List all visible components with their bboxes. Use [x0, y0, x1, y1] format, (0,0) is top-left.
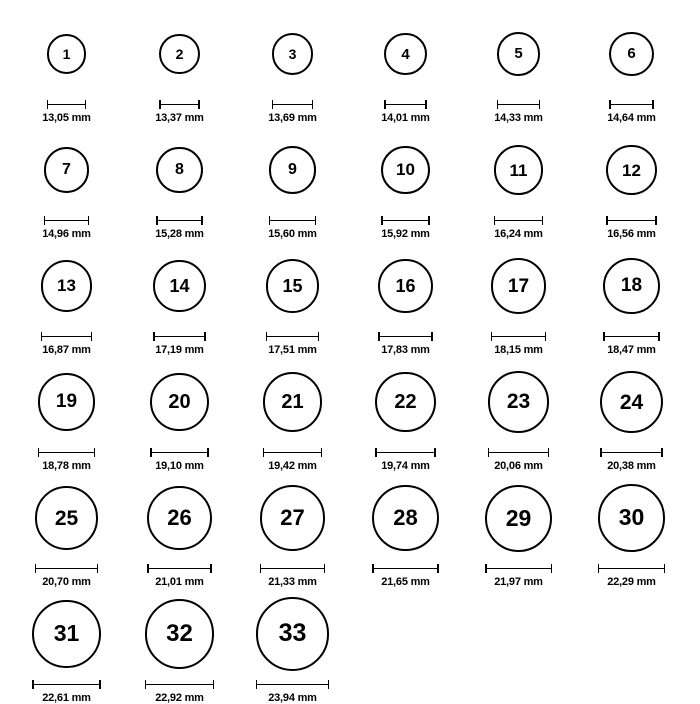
diameter-label: 22,61 mm — [42, 692, 91, 704]
ring-size-number: 20 — [168, 391, 191, 413]
ring-size-cell[interactable] — [236, 588, 349, 704]
ring-size-cell[interactable] — [123, 472, 236, 588]
measure-line — [32, 684, 101, 686]
ring-size-number: 23 — [506, 390, 531, 414]
ring-circle — [156, 147, 203, 194]
diameter-label: 20,70 mm — [42, 576, 91, 588]
ring-size-number: 33 — [278, 619, 307, 648]
ring-circle — [145, 599, 215, 669]
ring-size-number: 3 — [288, 46, 297, 62]
diameter-label: 20,38 mm — [607, 460, 656, 472]
diameter-label: 13,05 mm — [42, 112, 91, 124]
ring-circle-wrapper — [256, 588, 329, 680]
ring-size-number: 25 — [54, 506, 79, 530]
ring-size-number: 10 — [396, 160, 415, 180]
ring-row — [10, 588, 690, 704]
ring-size-cell[interactable] — [575, 472, 688, 588]
ring-circle-wrapper — [145, 588, 215, 680]
ring-circle-wrapper — [381, 124, 430, 216]
ring-size-number: 22 — [394, 390, 417, 413]
ring-circle — [381, 146, 430, 195]
ring-circle-wrapper — [44, 124, 90, 216]
diameter-measure-bar — [266, 332, 319, 341]
ring-size-number: 7 — [62, 161, 71, 178]
ring-row — [10, 472, 690, 588]
measure-line — [44, 220, 90, 222]
ring-circle — [263, 372, 322, 431]
diameter-label: 20,06 mm — [494, 460, 543, 472]
ring-circle — [272, 33, 314, 75]
ring-circle — [606, 145, 657, 196]
ring-circle-wrapper — [47, 8, 87, 100]
diameter-label: 16,24 mm — [494, 228, 543, 240]
ring-size-number: 4 — [401, 45, 410, 63]
ring-size-cell[interactable] — [349, 472, 462, 588]
measure-line — [381, 220, 430, 222]
ring-circle — [266, 259, 319, 312]
measure-line — [384, 104, 427, 106]
ring-size-number: 24 — [619, 390, 644, 414]
measure-line — [263, 452, 322, 454]
diameter-measure-bar — [603, 332, 659, 341]
ring-size-cell[interactable] — [236, 240, 349, 356]
diameter-label: 14,64 mm — [607, 112, 656, 124]
ring-circle — [372, 485, 438, 551]
ring-size-number: 21 — [281, 391, 304, 413]
diameter-measure-bar — [272, 100, 314, 109]
ring-size-cell[interactable] — [10, 356, 123, 472]
ring-size-number: 14 — [169, 275, 190, 296]
ring-row — [10, 240, 690, 356]
ring-size-cell[interactable] — [123, 588, 236, 704]
diameter-label: 14,96 mm — [42, 228, 91, 240]
ring-size-cell[interactable] — [10, 8, 123, 124]
diameter-label: 14,01 mm — [381, 112, 430, 124]
ring-circle-wrapper — [38, 356, 95, 448]
diameter-measure-bar — [159, 100, 200, 109]
measure-line — [47, 104, 87, 106]
measure-line — [378, 336, 432, 338]
ring-circle-wrapper — [494, 124, 544, 216]
ring-circle-wrapper — [497, 8, 541, 100]
ring-circle-wrapper — [378, 240, 432, 332]
diameter-measure-bar — [384, 100, 427, 109]
ring-circle — [378, 259, 432, 313]
diameter-measure-bar — [485, 564, 552, 573]
ring-size-number: 17 — [507, 275, 530, 297]
diameter-label: 13,69 mm — [268, 112, 317, 124]
ring-size-number: 29 — [505, 504, 532, 531]
diameter-label: 18,78 mm — [42, 460, 91, 472]
measure-line — [159, 104, 200, 106]
ring-circle — [269, 146, 317, 194]
diameter-measure-bar — [606, 216, 657, 225]
ring-circle — [603, 258, 659, 314]
ring-circle-wrapper — [488, 356, 549, 448]
diameter-label: 18,15 mm — [494, 344, 543, 356]
diameter-measure-bar — [260, 564, 325, 573]
ring-circle — [494, 145, 544, 195]
ring-circle — [153, 260, 205, 312]
ring-size-number: 2 — [175, 45, 184, 62]
diameter-label: 17,51 mm — [268, 344, 317, 356]
ring-circle — [375, 372, 435, 432]
ring-circle — [159, 34, 200, 75]
ring-size-cell[interactable] — [575, 8, 688, 124]
diameter-label: 19,42 mm — [268, 460, 317, 472]
diameter-label: 16,56 mm — [607, 228, 656, 240]
ring-circle-wrapper — [260, 472, 325, 564]
ring-circle — [488, 371, 549, 432]
diameter-measure-bar — [497, 100, 541, 109]
ring-circle — [609, 32, 654, 77]
diameter-label: 21,97 mm — [494, 576, 543, 588]
diameter-label: 23,94 mm — [268, 692, 317, 704]
measure-line — [38, 452, 95, 454]
diameter-measure-bar — [32, 680, 101, 689]
ring-size-cell[interactable] — [575, 240, 688, 356]
diameter-label: 17,83 mm — [381, 344, 430, 356]
measure-line — [150, 452, 208, 454]
ring-circle-wrapper — [32, 588, 101, 680]
ring-circle — [41, 260, 92, 311]
diameter-measure-bar — [263, 448, 322, 457]
measure-line — [260, 568, 325, 570]
ring-row — [10, 8, 690, 124]
measure-line — [256, 684, 329, 686]
diameter-measure-bar — [153, 332, 205, 341]
ring-circle-wrapper — [375, 356, 435, 448]
ring-circle — [35, 486, 98, 549]
ring-size-number: 18 — [620, 275, 643, 297]
ring-circle-wrapper — [147, 472, 211, 564]
diameter-label: 21,33 mm — [268, 576, 317, 588]
ring-circle — [600, 371, 662, 433]
ring-size-number: 5 — [514, 45, 523, 63]
ring-circle — [384, 33, 427, 76]
ring-circle-wrapper — [598, 472, 666, 564]
diameter-label: 22,92 mm — [155, 692, 204, 704]
ring-circle-wrapper — [384, 8, 427, 100]
measure-line — [609, 104, 654, 106]
ring-circle-wrapper — [153, 240, 205, 332]
measure-line — [606, 220, 657, 222]
ring-circle-wrapper — [41, 240, 92, 332]
ring-size-cell[interactable] — [10, 240, 123, 356]
ring-size-cell[interactable] — [575, 124, 688, 240]
ring-circle-wrapper — [272, 8, 314, 100]
measure-line — [147, 568, 211, 570]
ring-size-cell[interactable] — [123, 8, 236, 124]
diameter-measure-bar — [375, 448, 435, 457]
ring-size-cell[interactable] — [236, 356, 349, 472]
diameter-measure-bar — [381, 216, 430, 225]
ring-size-cell[interactable] — [462, 240, 575, 356]
ring-row — [10, 356, 690, 472]
diameter-label: 17,19 mm — [155, 344, 204, 356]
ring-circle-wrapper — [35, 472, 98, 564]
diameter-label: 13,37 mm — [155, 112, 204, 124]
diameter-measure-bar — [47, 100, 87, 109]
ring-circle — [47, 34, 87, 74]
ring-circle — [44, 147, 90, 193]
ring-circle — [497, 32, 541, 76]
ring-size-cell[interactable] — [236, 124, 349, 240]
measure-line — [35, 568, 98, 570]
diameter-measure-bar — [488, 448, 549, 457]
measure-line — [266, 336, 319, 338]
diameter-measure-bar — [150, 448, 208, 457]
measure-line — [372, 568, 438, 570]
measure-line — [485, 568, 552, 570]
diameter-measure-bar — [372, 564, 438, 573]
diameter-measure-bar — [156, 216, 203, 225]
ring-size-cell[interactable] — [10, 472, 123, 588]
measure-line — [375, 452, 435, 454]
ring-circle — [150, 373, 208, 431]
ring-size-number: 27 — [280, 504, 305, 530]
ring-circle-wrapper — [156, 124, 203, 216]
diameter-measure-bar — [41, 332, 92, 341]
ring-size-cell[interactable] — [349, 356, 462, 472]
ring-size-cell[interactable] — [123, 240, 236, 356]
diameter-label: 16,87 mm — [42, 344, 91, 356]
ring-size-number: 28 — [393, 505, 418, 530]
diameter-measure-bar — [147, 564, 211, 573]
ring-size-cell[interactable] — [10, 588, 123, 704]
ring-size-number: 12 — [622, 160, 641, 180]
measure-line — [494, 220, 544, 222]
diameter-measure-bar — [35, 564, 98, 573]
ring-size-number: 19 — [55, 391, 78, 413]
diameter-label: 22,29 mm — [607, 576, 656, 588]
ring-size-number: 31 — [53, 620, 80, 647]
diameter-measure-bar — [491, 332, 546, 341]
ring-circle — [256, 597, 329, 670]
measure-line — [145, 684, 215, 686]
measure-line — [153, 336, 205, 338]
ring-circle — [32, 600, 101, 669]
measure-line — [603, 336, 659, 338]
measure-line — [491, 336, 546, 338]
ring-size-cell[interactable] — [349, 8, 462, 124]
ring-size-cell[interactable] — [575, 356, 688, 472]
ring-size-cell[interactable] — [123, 124, 236, 240]
diameter-label: 21,65 mm — [381, 576, 430, 588]
ring-size-cell[interactable] — [462, 124, 575, 240]
ring-size-number: 13 — [57, 276, 76, 296]
diameter-measure-bar — [269, 216, 317, 225]
diameter-label: 21,01 mm — [155, 576, 204, 588]
ring-circle-wrapper — [491, 240, 546, 332]
ring-size-cell[interactable] — [349, 240, 462, 356]
ring-circle-wrapper — [266, 240, 319, 332]
ring-size-number: 8 — [175, 161, 184, 178]
ring-size-number: 6 — [627, 45, 636, 63]
diameter-measure-bar — [256, 680, 329, 689]
ring-circle-wrapper — [485, 472, 552, 564]
ring-size-number: 9 — [288, 160, 297, 178]
diameter-measure-bar — [598, 564, 666, 573]
ring-size-cell[interactable] — [462, 472, 575, 588]
measure-line — [598, 568, 666, 570]
ring-circle — [147, 486, 211, 550]
ring-circle-wrapper — [150, 356, 208, 448]
ring-size-number: 26 — [167, 504, 192, 530]
ring-size-number: 11 — [509, 160, 528, 180]
ring-circle-wrapper — [263, 356, 322, 448]
ring-size-cell[interactable] — [123, 356, 236, 472]
diameter-label: 18,47 mm — [607, 344, 656, 356]
ring-circle-wrapper — [606, 124, 657, 216]
ring-circle-wrapper — [372, 472, 438, 564]
ring-circle — [485, 485, 552, 552]
ring-size-number: 32 — [166, 619, 193, 647]
diameter-label: 14,33 mm — [494, 112, 543, 124]
diameter-label: 19,10 mm — [155, 460, 204, 472]
ring-size-number: 16 — [395, 276, 416, 296]
diameter-measure-bar — [378, 332, 432, 341]
diameter-label: 15,92 mm — [381, 228, 430, 240]
measure-line — [156, 220, 203, 222]
ring-circle-wrapper — [609, 8, 654, 100]
measure-line — [269, 220, 317, 222]
diameter-measure-bar — [494, 216, 544, 225]
ring-size-cell[interactable] — [462, 8, 575, 124]
ring-size-cell[interactable] — [236, 472, 349, 588]
diameter-label: 19,74 mm — [381, 460, 430, 472]
diameter-label: 15,60 mm — [268, 228, 317, 240]
ring-circle-wrapper — [269, 124, 317, 216]
ring-size-number: 1 — [62, 45, 71, 62]
measure-line — [41, 336, 92, 338]
measure-line — [488, 452, 549, 454]
ring-circle — [598, 484, 666, 552]
ring-circle — [491, 258, 546, 313]
ring-circle — [260, 485, 325, 550]
diameter-measure-bar — [44, 216, 90, 225]
measure-line — [497, 104, 541, 106]
measure-line — [272, 104, 314, 106]
ring-size-cell[interactable] — [10, 124, 123, 240]
diameter-measure-bar — [38, 448, 95, 457]
ring-circle-wrapper — [159, 8, 200, 100]
diameter-measure-bar — [145, 680, 215, 689]
ring-size-number: 30 — [618, 504, 645, 531]
ring-circle-wrapper — [603, 240, 659, 332]
diameter-measure-bar — [600, 448, 662, 457]
ring-row — [10, 124, 690, 240]
ring-circle — [38, 373, 95, 430]
ring-size-cell[interactable] — [462, 356, 575, 472]
diameter-label: 15,28 mm — [155, 228, 204, 240]
measure-line — [600, 452, 662, 454]
ring-size-number: 15 — [282, 275, 303, 296]
ring-size-cell[interactable] — [236, 8, 349, 124]
ring-size-cell[interactable] — [349, 124, 462, 240]
ring-circle-wrapper — [600, 356, 662, 448]
diameter-measure-bar — [609, 100, 654, 109]
